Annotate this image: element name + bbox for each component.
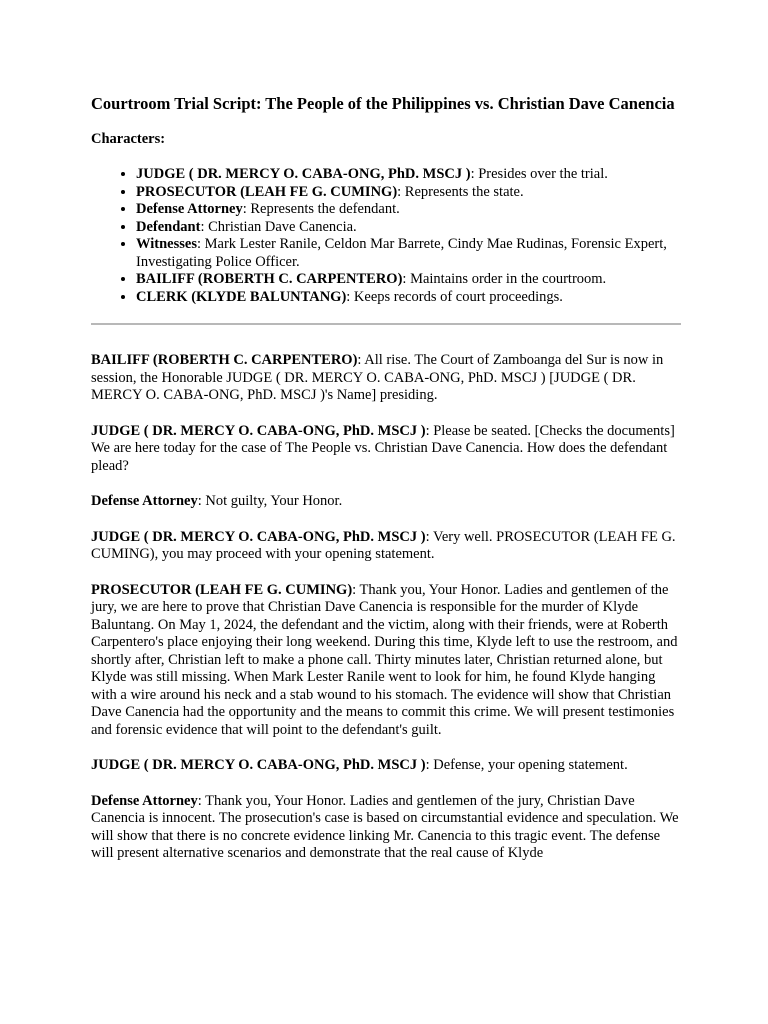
character-item <box>136 271 681 289</box>
character-name: JUDGE ( DR. MERCY O. CABA-ONG, PhD. MSCJ ) <box>136 166 471 182</box>
speaker-name: JUDGE ( DR. MERCY O. CABA-ONG, PhD. MSCJ ) <box>91 422 426 439</box>
speaker-line: : Thank you, Your Honor. Ladies and gentlemen of the jury, Christian Dave Canencia is innocent. The prosecution's case is based on circumstantial evidence and speculation. We will show that there is no concrete evidence linking Mr. Canencia to this tragic event. The defense will present alternative scenarios and demonstrate that the real cause of Klyde <box>91 792 679 861</box>
script-paragraph <box>91 493 681 511</box>
character-description: : Maintains order in the courtroom. <box>402 271 607 287</box>
script-paragraph <box>91 793 681 863</box>
character-description: : Represents the state. <box>397 183 524 200</box>
character-item <box>136 236 681 271</box>
character-name: Defendant <box>136 218 201 235</box>
speaker-line: : Please be seated. [Checks the documents] We are here today for the case of The People vs. Christian Dave Canencia. How does the defendant plead? <box>91 422 675 474</box>
character-item <box>136 166 681 184</box>
script-paragraph <box>91 529 681 564</box>
character-item <box>136 289 681 307</box>
character-name: Defense Attorney <box>136 201 243 217</box>
character-description: : Represents the defendant. <box>242 201 400 217</box>
character-item <box>136 184 681 202</box>
script-paragraph <box>91 423 681 476</box>
character-description: : Presides over the trial. <box>470 166 608 182</box>
document-page <box>91 94 681 881</box>
character-description: : Christian Dave Canencia. <box>200 218 357 235</box>
script-paragraph <box>91 582 681 740</box>
speaker-name: JUDGE ( DR. MERCY O. CABA-ONG, PhD. MSCJ ) <box>91 757 426 773</box>
speaker-line: : All rise. The Court of Zamboanga del Sur is now in session, the Honorable JUDGE ( DR. MERCY O. CABA-ONG, PhD. MSCJ ) [JUDGE ( DR. MERCY O. CABA-ONG, PhD. MSCJ )'s Name] presiding. <box>91 352 664 403</box>
character-name: Witnesses <box>136 236 197 252</box>
speaker-name: JUDGE ( DR. MERCY O. CABA-ONG, PhD. MSCJ ) <box>91 528 426 545</box>
speaker-name: Defense Attorney <box>91 792 198 809</box>
script-paragraph <box>91 352 681 405</box>
document-title: Courtroom Trial Script: The People of the Philippines vs. Christian Dave Canencia <box>91 94 675 113</box>
character-description: : Mark Lester Ranile, Celdon Mar Barrete, Cindy Mae Rudinas, Forensic Expert, Investigating Police Officer. <box>136 236 667 270</box>
speaker-line: : Very well. PROSECUTOR (LEAH FE G. CUMING), you may proceed with your opening statement. <box>91 528 676 562</box>
character-item <box>136 201 681 219</box>
speaker-line: : Not guilty, Your Honor. <box>197 493 343 509</box>
speaker-line: : Thank you, Your Honor. Ladies and gentlemen of the jury, we are here to prove that Christian Dave Canencia is responsible for the murder of Klyde Baluntang. On May 1, 2024, the defendant and the victim, along with their friends, were at Roberth Carpentero's place enjoying their long weekend. During this time, Klyde left to use the restroom, and shortly after, Christian left to make a phone call. Thirty minutes later, Christian returned alone, but Klyde was still missing. When Mark Lester Ranile went to look for him, he found Klyde hanging with a wire around his neck and a stab wound to his stomach. The evidence will show that Christian Dave Canencia had the opportunity and the means to commit this crime. We will present testimonies and forensic evidence that will point to the defendant's guilt. <box>91 581 678 738</box>
character-item <box>136 219 681 237</box>
character-name: PROSECUTOR (LEAH FE G. CUMING) <box>136 183 398 200</box>
character-name: BAILIFF (ROBERTH C. CARPENTERO) <box>136 271 403 287</box>
characters-heading: Characters: <box>91 131 166 147</box>
horizontal-divider <box>91 323 681 325</box>
speaker-name: PROSECUTOR (LEAH FE G. CUMING) <box>91 581 353 598</box>
speaker-line: : Defense, your opening statement. <box>425 757 628 773</box>
character-name: CLERK (KLYDE BALUNTANG) <box>136 288 347 305</box>
speaker-name: Defense Attorney <box>91 493 198 509</box>
character-description: : Keeps records of court proceedings. <box>346 288 563 305</box>
speaker-name: BAILIFF (ROBERTH C. CARPENTERO) <box>91 352 358 368</box>
script-paragraph <box>91 757 681 775</box>
characters-list <box>91 166 681 306</box>
